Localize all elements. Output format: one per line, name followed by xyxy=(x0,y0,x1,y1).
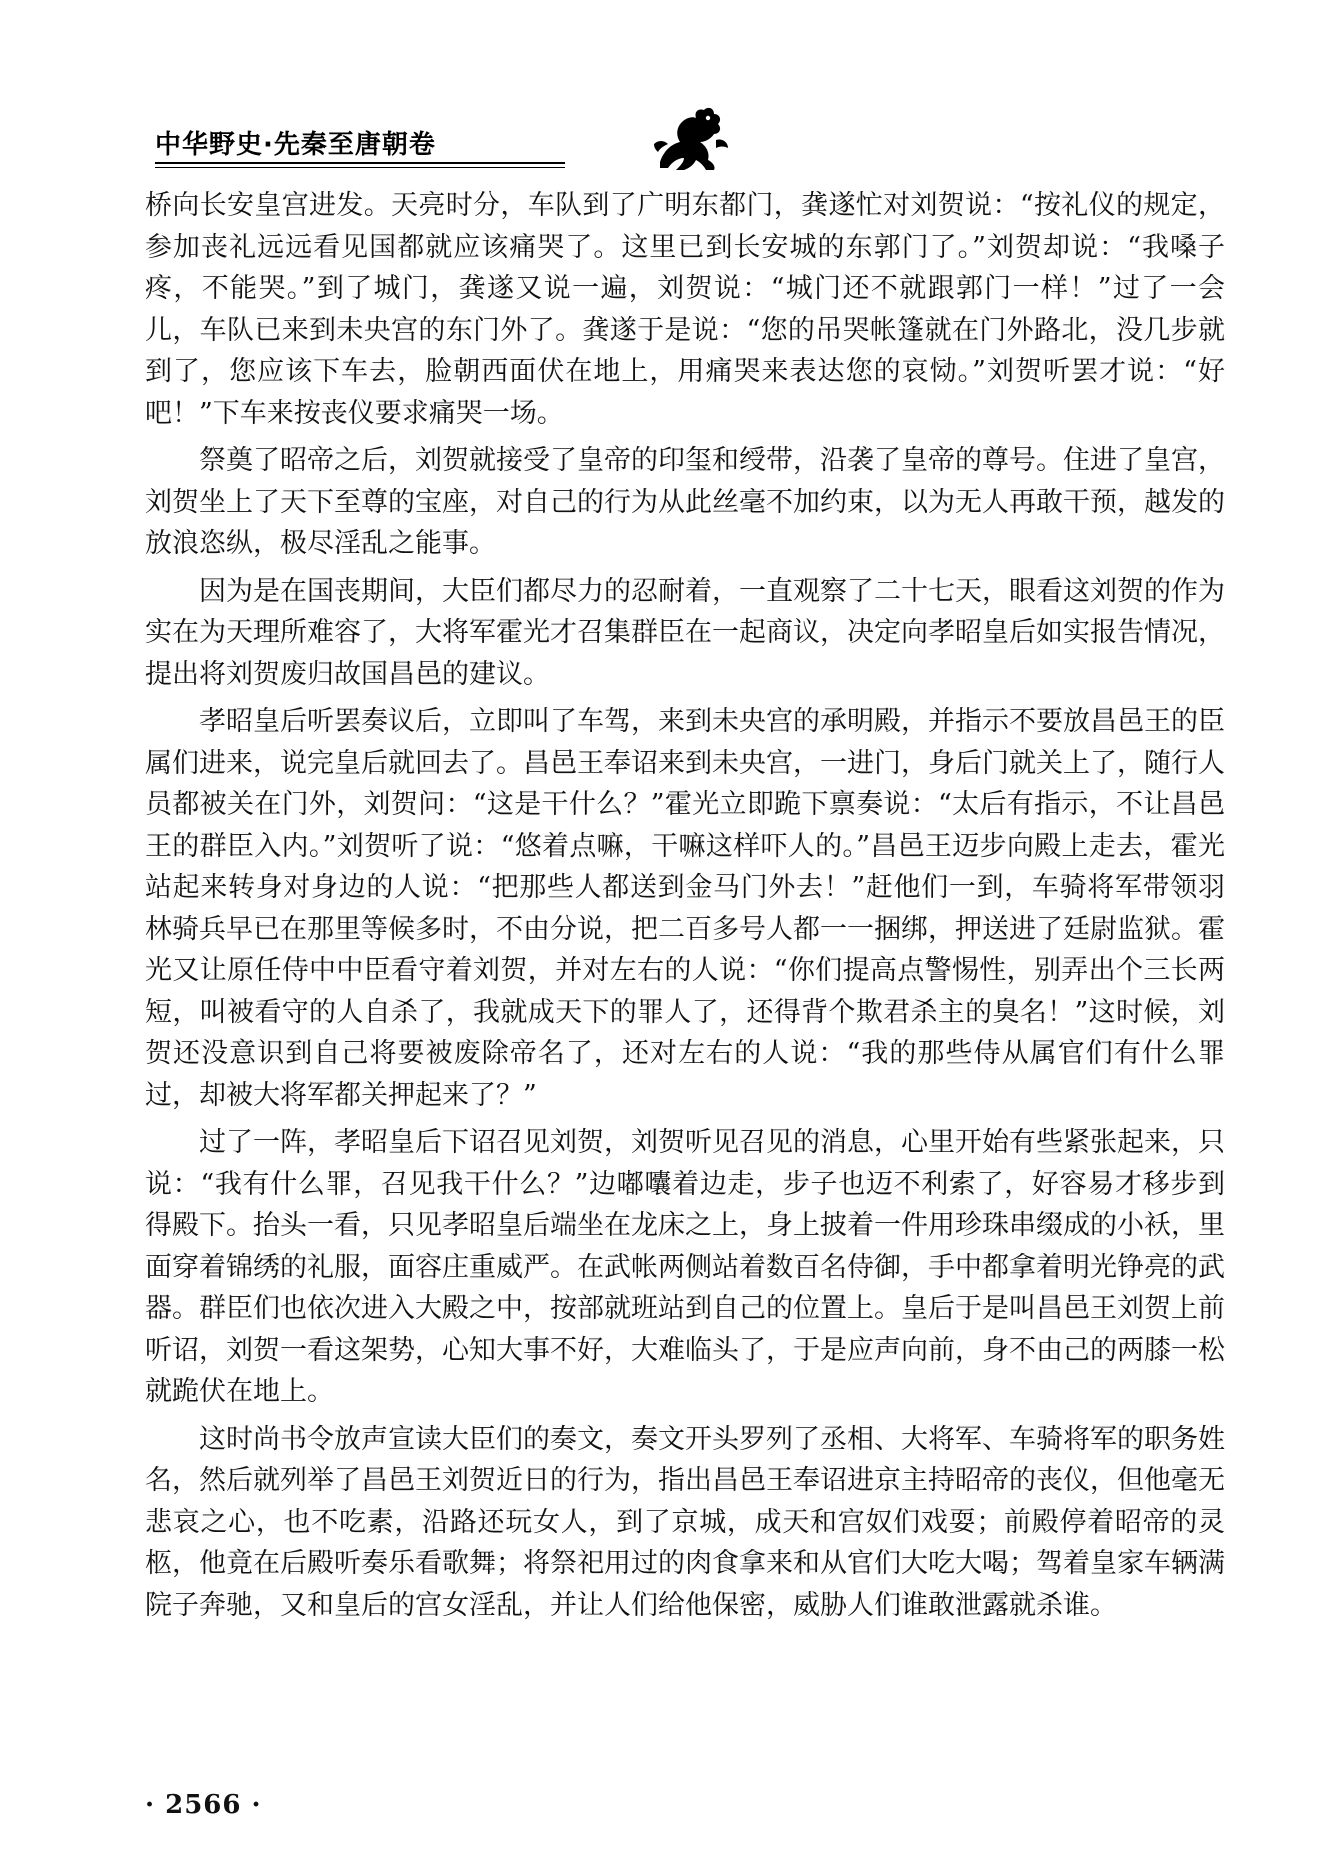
header-rule-thin xyxy=(155,167,565,168)
paragraph: 过了一阵，孝昭皇后下诏召见刘贺，刘贺听见召见的消息，心里开始有些紧张起来，只说：“我有什么罪，召见我干什么？”边嘟囔着边走，步子也迈不利索了，好容易才移步到得殿下。抬头一看，只见孝昭皇后端坐在龙床之上，身上披着一件用珍珠串缀成的小袄，里面穿着锦绣的礼服，面容庄重威严。在武帐两侧站着数百名侍御，手中都拿着明光铮亮的武器。群臣们也依次进入大殿之中，按部就班站到自己的位置上。皇后于是叫昌邑王刘贺上前听诏，刘贺一看这架势，心知大事不好，大难临头了，于是应声向前，身不由己的两膝一松就跪伏在地上。 xyxy=(145,1127,1225,1407)
book-title: 中华野史·先秦至唐朝卷 xyxy=(155,130,436,160)
dragon-icon xyxy=(650,104,730,172)
paragraph: 孝昭皇后听罢奏议后，立即叫了车驾，来到未央宫的承明殿，并指示不要放昌邑王的臣属们进来，说完皇后就回去了。昌邑王奉诏来到未央宫，一进门，身后门就关上了，随行人员都被关在门外，刘贺问：“这是干什么？”霍光立即跪下禀奏说：“太后有指示，不让昌邑王的群臣入内。”刘贺听了说：“悠着点嘛，干嘛这样吓人的。”昌邑王迈步向殿上走去，霍光站起来转身对身边的人说：“把那些人都送到金马门外去！”赶他们一到，车骑将军带领羽林骑兵早已在那里等候多时，不由分说，把二百多号人都一一捆绑，押送进了廷尉监狱。霍光又让原任侍中中臣看守着刘贺，并对左右的人说：“你们提高点警惕性，别弄出个三长两短，叫被看守的人自杀了，我就成天下的罪人了，还得背个欺君杀主的臭名！”这时候，刘贺还没意识到自己将要被废除帝名了，还对左右的人说：“我的那些侍从属官们有什么罪过，却被大将军都关押起来了？” xyxy=(145,706,1225,1111)
paragraph: 这时尚书令放声宣读大臣们的奏文，奏文开头罗列了丞相、大将军、车骑将军的职务姓名，然后就列举了昌邑王刘贺近日的行为，指出昌邑王奉诏进京主持昭帝的丧仪，但他毫无悲哀之心，也不吃素，沿路还玩女人，到了京城，成天和宫奴们戏耍；前殿停着昭帝的灵柩，他竟在后殿听奏乐看歌舞；将祭祀用过的肉食拿来和从官们大吃大喝；驾着皇家车辆满院子奔驰，又和皇后的宫女淫乱，并让人们给他保密，威胁人们谁敢泄露就杀谁。 xyxy=(145,1423,1225,1621)
paragraph-continuation: 桥向长安皇宫进发。天亮时分，车队到了广明东都门，龚遂忙对刘贺说：“按礼仪的规定，参加丧礼远远看见国都就应该痛哭了。这里已到长安城的东郭门了。”刘贺却说：“我嗓子疼，不能哭。”到了城门，龚遂又说一遍，刘贺说：“城门还不就跟郭门一样！”过了一会儿，车队已来到未央宫的东门外了。龚遂于是说：“您的吊哭帐篷就在门外路北，没几步就到了，您应该下车去，脸朝西面伏在地上，用痛哭来表达您的哀恸。”刘贺听罢才说：“好吧！”下车来按丧仪要求痛哭一场。 xyxy=(145,190,1225,429)
paragraph: 祭奠了昭帝之后，刘贺就接受了皇帝的印玺和绶带，沿袭了皇帝的尊号。住进了皇宫，刘贺坐上了天下至尊的宝座，对自己的行为从此丝毫不加约束，以为无人再敢干预，越发的放浪恣纵，极尽淫乱之能事。 xyxy=(145,445,1225,559)
page-number: · 2566 · xyxy=(145,1790,262,1820)
running-header xyxy=(155,100,1155,170)
body-text xyxy=(145,185,1225,1632)
paragraph: 因为是在国丧期间，大臣们都尽力的忍耐着，一直观察了二十七天，眼看这刘贺的作为实在为天理所难容了，大将军霍光才召集群臣在一起商议，决定向孝昭皇后如实报告情况，提出将刘贺废归故国昌邑的建议。 xyxy=(145,575,1225,690)
header-rule xyxy=(155,162,565,164)
